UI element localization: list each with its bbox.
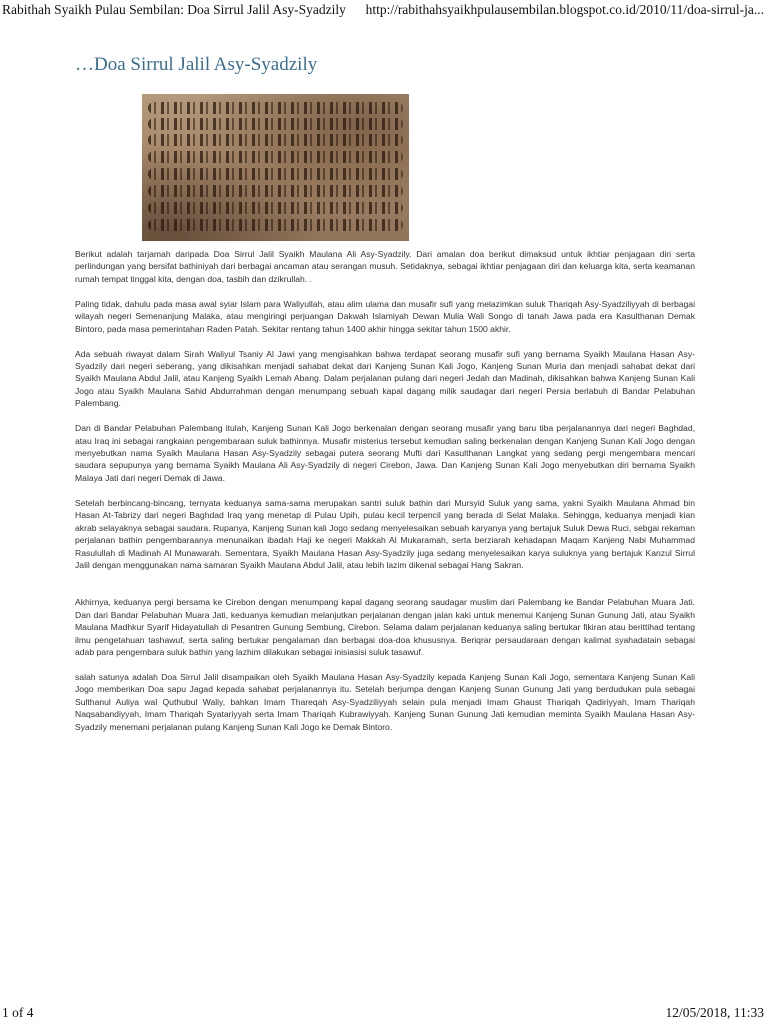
page-indicator: 1 of 4: [2, 1005, 34, 1020]
arabic-manuscript-image: [142, 94, 409, 241]
paragraph: Paling tidak, dahulu pada masa awal syiar Islam para Waliyullah, atau alim ulama dan musafir sufi yang melazimkan suluk Thariqah Asy-Syadziliyyah di berbagai wilayah negeri Semenanjung Malaka, atau mengiringi perjuangan Dakwah Islamiyah Dewan Mulia Wali Songo di tanah Jawa pada era Kasulthanan Demak Bintoro, pada masa pemerintahan Raden Patah. Sekitar rentang tahun 1400 akhir hingga sekitar tahun 1500 akhir.: [75, 298, 695, 334]
print-datetime: 12/05/2018, 11:33: [665, 1005, 764, 1020]
paragraph: Berikut adalah tarjamah daripada Doa Sirrul Jalil Syaikh Maulana Ali Asy-Syadzily. Dari amalan doa berikut dimaksud untuk ikhtiar penjagaan diri serta perlindungan yang bersifat bathiniyah dari berbagai ancaman atau serangan musuh. Setidaknya, sebagai ikhtiar penjagaan diri dan keluarga kita, serta keamanan rumah tempat tinggal kita, dengan doa, tasbih dan dzikrullah. .: [75, 249, 695, 284]
paragraph: Setelah berbincang-bincang, ternyata keduanya sama-sama merupakan santri suluk bathin dari Mursyid Suluk yang sama, yakni Syaikh Maulana Ahmad bin Hasan At-Tabrizy dari negeri Baghdad Iraq yang menetap di Pulau Upih, pulau kecil terpencil yang berada di Selat Malaka. Sehingga, keduanya menjadi kian akrab selayaknya sebagai saudara. Rupanya, Kanjeng Sunan kali Jogo sedang menyelesaikan sebuah karyanya yang bertajuk Suluk Dewa Ruci, sebgai rekaman perjalanan bathin pengembaraanya menunaikan ibadah Haji ke negeri Makkah Al Mukaramah, serta berziarah kehadapan Maqam Kanjeng Nabi Muhammad Rasulullah di Madinah Al Munawarah. Sementara, Syaikh Maulana Hasan Asy-Syadzily juga sedang menyelesaikan karya suluknya yang bertajuk Kanzul Sirrul Jalil dengan menggunakan nama samaran Syaikh Maulana Abdul Jalil, atau lebih lazim dikenal sebagai Hang Sakran.: [75, 497, 695, 570]
post-body: [75, 248, 695, 746]
print-url: http://rabithahsyaikhpulausembilan.blogspot.co.id/2010/11/doa-sirrul-ja...: [365, 2, 764, 17]
post-title: …Doa Sirrul Jalil Asy-Syadzily: [75, 54, 318, 75]
paragraph: salah satunya adalah Doa Sirrul Jalil disampaikan oleh Syaikh Maulana Hasan Asy-Syadzily kepada Kanjeng Sunan Kali Jogo, sementara Kanjeng Sunan Kali Jogo memberikan Doa sapu Jagad kepada sahabat perjalanannya itu. Setelah berjumpa dengan Kanjeng Sunan Gunung Jati yang berdudukan pula sebagai Sulthanul Auliya wal Quthubul Waliy, bahkan Imam Thareqah Asy-Syadziliyyah selain pula menjadi Imam Ghaust Thariqah Qadiriyyah, Imam Thariqah Naqsabandiyyah, Imam Thariqah Syatariyyah serta Imam Thariqah Kubrawiyyah. Kanjeng Sunan Gunung Jati kemudian meminta Syaikh Maulana Hasan Asy-Syadzily menemani perjalanan pulang Kanjeng Sunan Kali Jogo ke Demak Bintoro.: [75, 671, 695, 732]
print-page-title: Rabithah Syaikh Pulau Sembilan: Doa Sirrul Jalil Asy-Syadzily: [2, 2, 346, 17]
paragraph: Akhirnya, keduanya pergi bersama ke Cirebon dengan menumpang kapal dagang seorang saudagar muslim dari Palembang ke Bandar Pelabuhan Muara Jati. Dan dari Bandar Pelabuhan Muara Jati, keduanya kemudian melanjutkan perjalanan dengan jalan kaki untuk menemui Kanjeng Sunan Gunung Jati, atau Syaikh Maulana Madhkur Syarif Hidayatullah di Pesantren Gunung Sembung, Cirebon. Selama dalam perjalanan keduanya saling bertukar fikiran atau berittihad tentang ilmu pengetahuan tashawuf, serta saling bertukar pengalaman dan berbagai doa-doa khususnya. Beriqrar persaudaraan dengan kalimat syahadatain sebagai adab para pengembara suluk bathin yang lazhim dilakukan sebagai inisiasisi suluk tasawuf.: [75, 597, 695, 657]
print-header: [0, 0, 768, 20]
paragraph: Ada sebuah riwayat dalam Sirah Waliyul Tsaniy Al Jawi yang mengisahkan bahwa terdapat seorang musafir sufi yang bernama Syaikh Maulana Hasan Asy-Syadzily dari negeri seberang, yang dikisahkan menjadi sahabat dekat dari Kanjeng Sunan Kali Jogo, Kanjeng Sunan Muria dan menjadi sahabat dekat dari Syaikh Maulana Abdul Jalil, atau Kanjeng Syaikh Lemah Abang. Dalam perjalanan pulang dari negeri Jedah dan Madinah, dikisahkan bahwa Kanjeng Sunan Kali Jogo atau Syaikh Maulana Sahid Abdurrahman dengan menumpang sebuah kapal dagang milik saudagar dari negeri Persia berlabuh di Bandar Pelabuhan Palembang.: [75, 348, 695, 409]
print-footer: [0, 1005, 768, 1023]
paragraph: Dan di Bandar Pelabuhan Palembang itulah, Kanjeng Sunan Kali Jogo berkenalan dengan seorang musafir yang baru tiba perjalanannya dari negeri Baghdad, atau Iraq ini sebagai rangkaian pengembaraan suluk bathinnya. Musafir misterius tersebut kemudian saling berkenalan dengan Kanjeng Sunan Kali Jogo dengan menyebutkan nama Syaikh Maulana Hasan Asy-Syadzily sebagai putera seorang Mufti dari Kasulthanan Langkat yang sedang pergi mengembara mencari saudara sepupunya yang bernama Syaikh Maulana Ali Asy-Syadzily di negeri Cirebon, Jawa. Dan Kanjeng Sunan Kali Jogo menyebutkan diri bernama Syaikh Malaya Jati dari negeri Demak di Jawa.: [75, 423, 695, 483]
